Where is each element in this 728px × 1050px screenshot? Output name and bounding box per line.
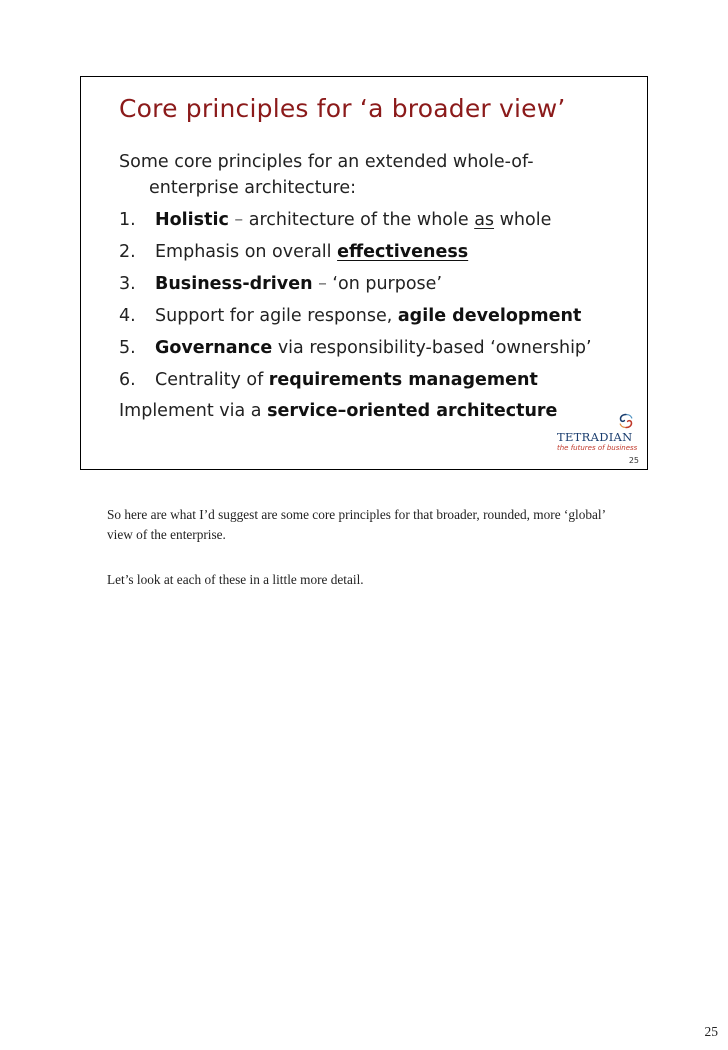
page-number: 25 xyxy=(704,1024,718,1039)
principle-separator: – xyxy=(312,274,333,294)
principle-item xyxy=(119,300,592,332)
speaker-note-paragraph: So here are what I’d suggest are some core principles for that broader, rounded, more ‘global’ view of the enterprise. xyxy=(107,507,606,542)
principle-item xyxy=(119,204,592,236)
principles-list xyxy=(119,204,592,396)
principle-key-term: agile development xyxy=(397,306,582,326)
slide-intro xyxy=(119,149,619,201)
principle-text: architecture of the whole xyxy=(248,210,475,230)
principle-item xyxy=(119,236,592,268)
implement-key-term: service–oriented architecture xyxy=(267,401,558,421)
principle-number: 5. xyxy=(119,338,136,358)
slide-title: Core principles for ‘a broader view’ xyxy=(119,94,566,123)
speaker-note-paragraph: Let’s look at each of these in a little more detail. xyxy=(107,572,364,587)
tetradian-swirl-icon xyxy=(618,413,634,429)
principle-text: via responsibility-based ‘ownership’ xyxy=(272,338,592,358)
principle-text: ‘on purpose’ xyxy=(332,274,443,294)
principle-text: Support for agile response, xyxy=(155,306,398,326)
tetradian-logo xyxy=(557,413,643,453)
principle-underlined-word: as xyxy=(474,210,495,230)
slide xyxy=(80,76,648,470)
intro-line-2: enterprise architecture: xyxy=(149,178,357,198)
principle-separator: – xyxy=(228,210,249,230)
principle-number: 4. xyxy=(119,306,136,326)
logo-name: TETRADIAN xyxy=(557,430,633,444)
principle-item xyxy=(119,364,592,396)
principle-key-term: Governance xyxy=(155,338,273,358)
intro-line-1: Some core principles for an extended whole-of- xyxy=(119,152,534,172)
principle-item xyxy=(119,268,592,300)
principle-number: 3. xyxy=(119,274,136,294)
principle-text: whole xyxy=(494,210,552,230)
slide-number: 25 xyxy=(628,456,639,465)
principle-text: Centrality of xyxy=(155,370,269,390)
implement-text: Implement via a xyxy=(119,401,268,421)
principle-number: 6. xyxy=(119,370,136,390)
principle-text: Emphasis on overall xyxy=(155,242,338,262)
principle-item xyxy=(119,332,592,364)
principle-key-term: Business-driven xyxy=(155,274,313,294)
logo-tagline: the futures of business xyxy=(557,444,638,452)
principle-key-term: effectiveness xyxy=(337,242,469,262)
principle-key-term: requirements management xyxy=(268,370,538,390)
principle-key-term: Holistic xyxy=(155,210,229,230)
principle-number: 1. xyxy=(119,210,136,230)
implement-line xyxy=(119,401,557,421)
principle-number: 2. xyxy=(119,242,136,262)
